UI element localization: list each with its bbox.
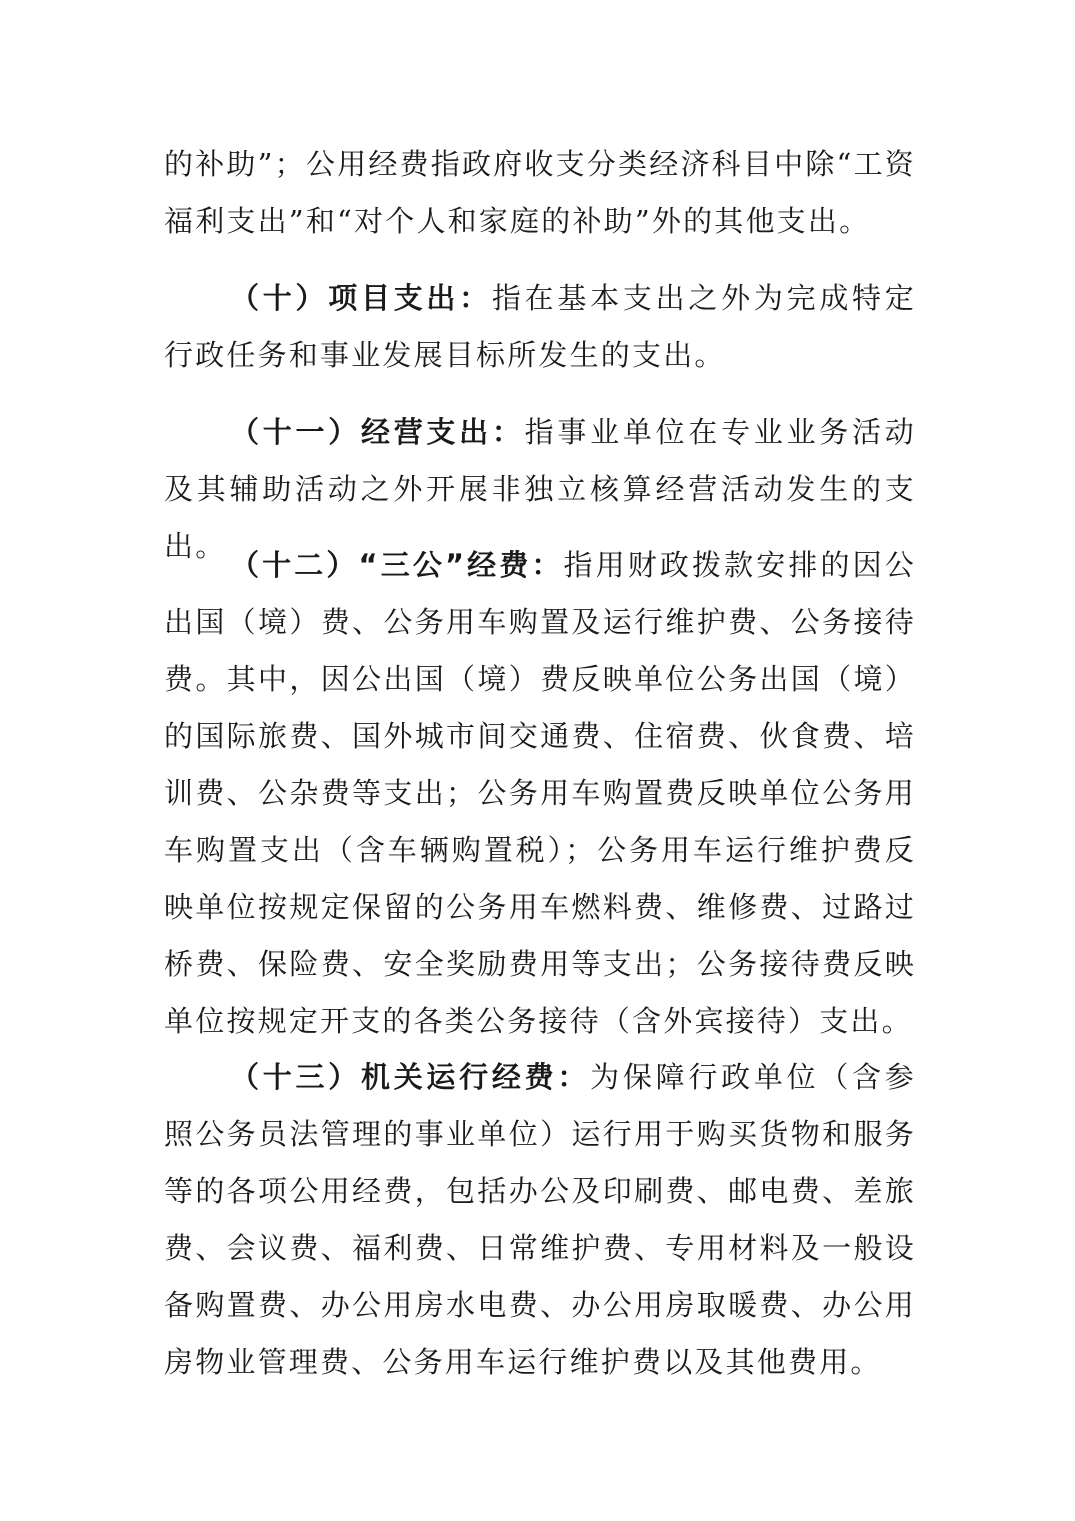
paragraph-continuation	[164, 136, 916, 250]
paragraph-agency-operating-funds	[164, 1049, 916, 1391]
paragraph-body: 指用财政拨款安排的因公出国（境）费、公务用车购置及运行维护费、公务接待费。其中，因公出国（境）费反映单位公务出国（境）的国际旅费、国外城市间交通费、住宿费、伙食费、培训费、公杂费等支出；公务用车购置费反映单位公务用车购置支出（含车辆购置税）；公务用车运行维护费反映单位按规定保留的公务用车燃料费、维修费、过路过桥费、保险费、安全奖励费用等支出；公务接待费反映单位按规定开支的各类公务接待（含外宾接待）支出。	[164, 548, 917, 1038]
paragraph-heading: （十一）经营支出：	[230, 415, 525, 449]
paragraph-body: 指事业单位在专业业务活动及其辅助活动之外开展非独立核算经营活动发生的支出。	[164, 415, 916, 563]
paragraph-body: 为保障行政单位（含参照公务员法管理的事业单位）运行用于购买货物和服务等的各项公用经费，包括办公及印刷费、邮电费、差旅费、会议费、福利费、日常维护费、专用材料及一般设备购置费、办公用房水电费、办公用房取暖费、办公用房物业管理费、公务用车运行维护费以及其他费用。	[164, 1060, 916, 1379]
paragraph-project-expenditure	[164, 270, 916, 384]
paragraph-heading: （十）项目支出：	[230, 281, 492, 315]
paragraph-heading: （十二）“三公”经费：	[230, 548, 564, 582]
paragraph-three-public-expenses	[164, 537, 916, 1050]
paragraph-body: 指在基本支出之外为完成特定行政任务和事业发展目标所发生的支出。	[164, 281, 916, 372]
paragraph-body: 的补助”；公用经费指政府收支分类经济科目中除“工资福利支出”和“对个人和家庭的补助”外的其他支出。	[164, 147, 916, 238]
paragraph-heading: （十三）机关运行经费：	[230, 1060, 591, 1094]
